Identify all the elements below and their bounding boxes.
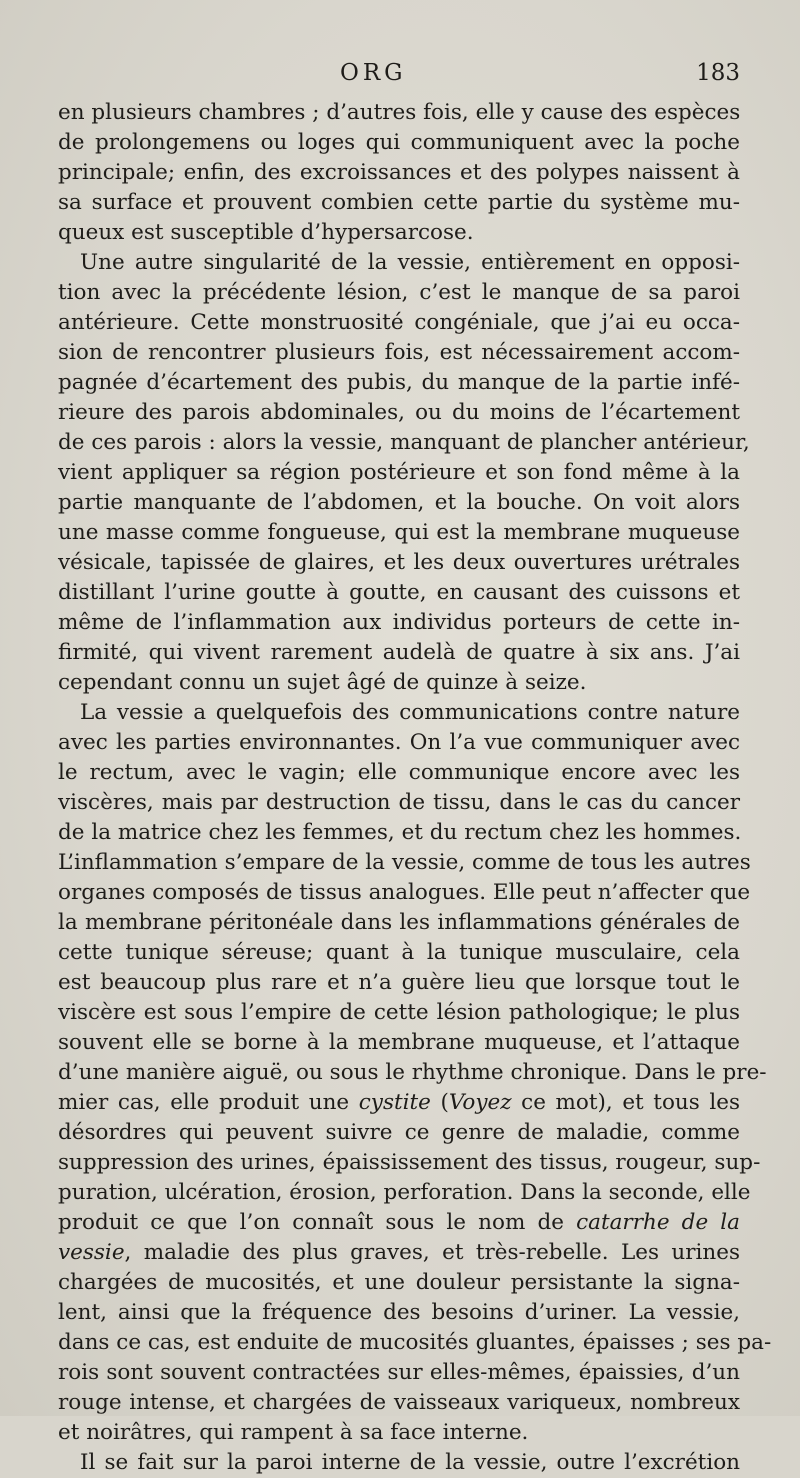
- text-line: est beaucoup plus rare et n’a guère lieu que lorsque tout le: [58, 970, 740, 995]
- text-line: d’une manière aiguë, ou sous le rhythme chronique. Dans le pre-: [58, 1060, 767, 1085]
- text-line: tion avec la précédente lésion, c’est le manque de sa paroi: [58, 280, 740, 305]
- text-line: Il se fait sur la paroi interne de la vessie, outre l’excrétion: [80, 1450, 740, 1475]
- text-line: vient appliquer sa région postérieure et son fond même à la: [58, 460, 740, 485]
- text-line: [58, 1208, 740, 1238]
- text-line: queux est susceptible d’hypersarcose.: [58, 220, 474, 245]
- text-line: rieure des parois abdominales, ou du moins de l’écartement: [58, 400, 740, 425]
- body-text: [58, 98, 772, 1478]
- text-line: désordres qui peuvent suivre ce genre de maladie, comme: [58, 1120, 740, 1145]
- text-line: firmité, qui vivent rarement audelà de quatre à six ans. J’ai: [58, 640, 740, 665]
- text-line: chargées de mucosités, et une douleur persistante la signa-: [58, 1270, 740, 1295]
- text-segment: mier cas, elle produit une: [58, 1090, 359, 1115]
- italic-term: Voyez: [448, 1090, 512, 1115]
- text-line: souvent elle se borne à la membrane muqueuse, et l’attaque: [58, 1030, 740, 1055]
- text-line: sa surface et prouvent combien cette partie du système mu-: [58, 190, 740, 215]
- text-line: antérieure. Cette monstruosité congéniale, que j’ai eu occa-: [58, 310, 740, 335]
- text-line: dans ce cas, est enduite de mucosités gluantes, épaisses ; ses pa-: [58, 1330, 772, 1355]
- text-line: organes composés de tissus analogues. Elle peut n’affecter que: [58, 880, 751, 905]
- text-line: L’inflammation s’empare de la vessie, comme de tous les autres: [58, 850, 751, 875]
- text-line: le rectum, avec le vagin; elle communique encore avec les: [58, 760, 740, 785]
- text-line: cependant connu un sujet âgé de quinze à seize.: [58, 670, 587, 695]
- text-segment: (: [430, 1090, 449, 1115]
- text-line: partie manquante de l’abdomen, et la bouche. On voit alors: [58, 490, 740, 515]
- italic-term: cystite: [358, 1090, 431, 1115]
- text-line: sion de rencontrer plusieurs fois, est nécessairement accom-: [58, 340, 740, 365]
- italic-term: vessie: [58, 1240, 125, 1265]
- text-line: distillant l’urine goutte à goutte, en causant des cuissons et: [58, 580, 740, 605]
- text-line: lent, ainsi que la fréquence des besoins d’uriner. La vessie,: [58, 1300, 740, 1325]
- text-line: avec les parties environnantes. On l’a vue communiquer avec: [58, 730, 740, 755]
- running-head: ORG: [340, 60, 407, 86]
- text-line: rouge intense, et chargées de vaisseaux variqueux, nombreux: [58, 1390, 740, 1415]
- text-line: pagnée d’écartement des pubis, du manque de la partie infé-: [58, 370, 740, 395]
- text-segment: produit ce que l’on connaît sous le nom de: [58, 1210, 577, 1235]
- text-line: cette tunique séreuse; quant à la tunique musculaire, cela: [58, 940, 740, 965]
- text-line: de prolongemens ou loges qui communiquent avec la poche: [58, 130, 740, 155]
- text-line: une masse comme fongueuse, qui est la membrane muqueuse: [58, 520, 740, 545]
- text-segment: , maladie des plus graves, et très-rebelle. Les urines: [124, 1240, 740, 1265]
- text-line: la membrane péritonéale dans les inflammations générales de: [58, 910, 740, 935]
- text-line: en plusieurs chambres ; d’autres fois, elle y cause des espèces: [58, 100, 741, 125]
- text-line: même de l’inflammation aux individus porteurs de cette in-: [58, 610, 740, 635]
- text-line: de ces parois : alors la vessie, manquant de plancher antérieur,: [58, 430, 750, 455]
- text-line: La vessie a quelquefois des communications contre nature: [80, 700, 740, 725]
- text-line: suppression des urines, épaississement des tissus, rougeur, sup-: [58, 1150, 761, 1175]
- text-line: vésicale, tapissée de glaires, et les deux ouvertures urétrales: [58, 550, 740, 575]
- italic-term: catarrhe de la: [576, 1210, 740, 1235]
- text-line: et noirâtres, qui rampent à sa face interne.: [58, 1420, 529, 1445]
- text-line: principale; enfin, des excroissances et des polypes naissent à: [58, 160, 740, 185]
- text-line: viscères, mais par destruction de tissu, dans le cas du cancer: [58, 790, 740, 815]
- text-line: viscère est sous l’empire de cette lésion pathologique; le plus: [58, 1000, 740, 1025]
- text-line: de la matrice chez les femmes, et du rectum chez les hommes.: [58, 820, 742, 845]
- text-line: [58, 1238, 740, 1268]
- text-line: puration, ulcération, érosion, perforation. Dans la seconde, elle: [58, 1180, 751, 1205]
- page-header: [0, 56, 800, 96]
- text-line: Une autre singularité de la vessie, entièrement en opposi-: [80, 250, 740, 275]
- text-segment: ce mot), et tous les: [511, 1090, 741, 1115]
- text-line: rois sont souvent contractées sur elles-mêmes, épaissies, d’un: [58, 1360, 740, 1385]
- page-number: 183: [696, 60, 740, 86]
- text-line: [58, 1088, 740, 1118]
